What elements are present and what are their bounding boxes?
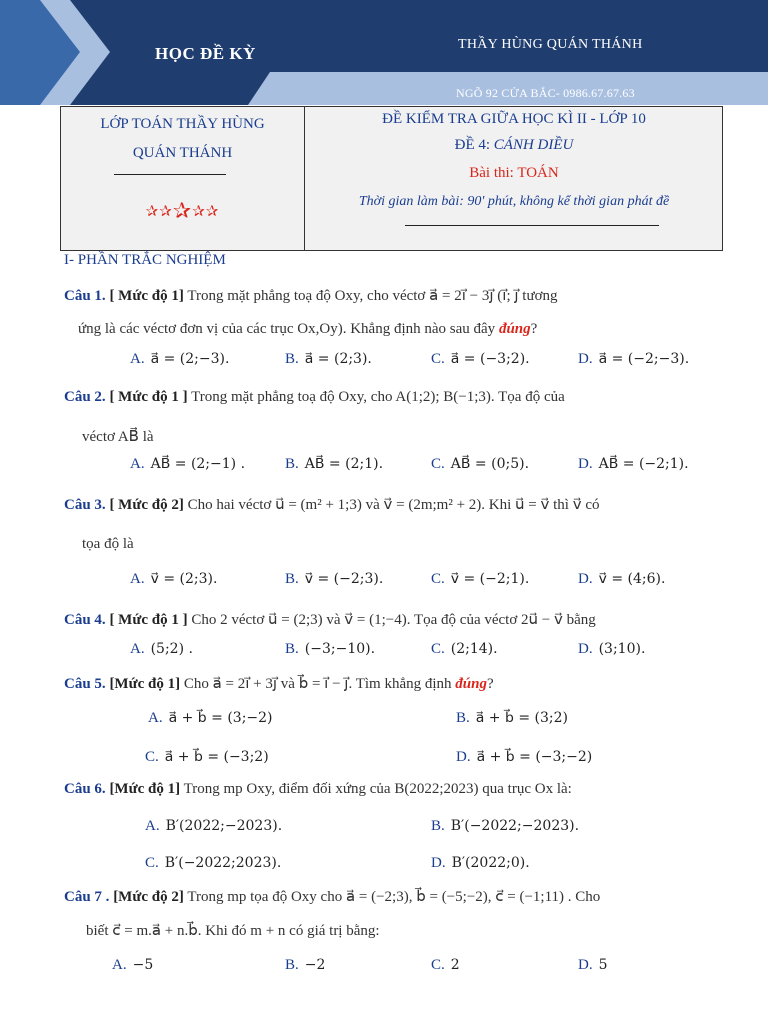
option-label: B. bbox=[285, 571, 299, 587]
answer-option-a[interactable] bbox=[130, 456, 245, 473]
school-name-line1: LỚP TOÁN THẦY HÙNG bbox=[100, 116, 265, 132]
question-text: Trong mp Oxy, điểm đối xứng của B(2022;2023) qua trục Ox là: bbox=[183, 781, 572, 797]
answer-option-d[interactable] bbox=[431, 855, 530, 872]
question-number: Câu 6. bbox=[64, 781, 106, 797]
question-text: Cho 2 véctơ u⃗ = (2;3) và v⃗ = (1;−4). Tọa độ của véctơ 2u⃗ − v⃗ bằng bbox=[191, 612, 596, 628]
exam-info-underline bbox=[405, 225, 659, 226]
option-value: (−3;−10). bbox=[304, 641, 376, 657]
answer-option-c[interactable] bbox=[431, 957, 460, 974]
option-label: A. bbox=[130, 571, 145, 587]
option-label: C. bbox=[431, 641, 445, 657]
option-value: AB⃗ = (2;1). bbox=[304, 456, 384, 472]
exam-title: ĐỀ KIỂM TRA GIỮA HỌC KÌ II - LỚP 10 bbox=[382, 111, 646, 127]
exam-code-prefix: ĐỀ 4: bbox=[454, 137, 494, 153]
question-4-line1 bbox=[64, 610, 596, 629]
option-value: B′(−2022;2023). bbox=[164, 855, 282, 871]
option-label: C. bbox=[145, 855, 159, 871]
school-name bbox=[61, 110, 304, 168]
question-number: Câu 3. bbox=[64, 497, 106, 513]
answer-option-d[interactable] bbox=[578, 456, 689, 473]
option-value: a⃗ + b⃗ = (−3;2) bbox=[164, 749, 269, 765]
difficulty-level: [ Mức độ 1 ] bbox=[109, 389, 188, 405]
answer-option-d[interactable] bbox=[578, 641, 645, 658]
question-text: ? bbox=[486, 676, 494, 692]
question-number: Câu 4. bbox=[64, 612, 106, 628]
header-banner bbox=[0, 0, 768, 105]
option-value: v⃗ = (−2;1). bbox=[450, 571, 530, 587]
question-5-line1 bbox=[64, 674, 494, 693]
option-value: AB⃗ = (−2;1). bbox=[598, 456, 689, 472]
answer-option-b[interactable] bbox=[285, 456, 383, 473]
option-label: D. bbox=[578, 456, 593, 472]
option-label: D. bbox=[431, 855, 446, 871]
answer-option-d[interactable] bbox=[578, 571, 665, 588]
difficulty-level: [Mức độ 1] bbox=[109, 676, 181, 692]
answer-option-b[interactable] bbox=[431, 818, 579, 835]
star-icon: ✰ bbox=[172, 199, 193, 224]
option-label: B. bbox=[285, 456, 299, 472]
question-7-line2 bbox=[86, 921, 380, 940]
answer-option-c[interactable] bbox=[431, 571, 529, 588]
exam-title-box bbox=[60, 106, 723, 251]
answer-option-b[interactable] bbox=[285, 957, 325, 974]
option-value: v⃗ = (2;3). bbox=[150, 571, 218, 587]
question-text: Trong mp tọa độ Oxy cho a⃗ = (−2;3), b⃗ = (−5;−2), c⃗ = (−1;11) . Cho bbox=[187, 889, 601, 905]
question-6-line1 bbox=[64, 781, 572, 798]
answer-option-a[interactable] bbox=[130, 641, 193, 658]
answer-option-c[interactable] bbox=[145, 749, 269, 766]
question-text: ứng là các véctơ đơn vị của các trục Ox,Oy). Khẳng định nào sau đây bbox=[78, 321, 499, 337]
star-icon-group: ✰✰ bbox=[145, 202, 173, 220]
option-value: AB⃗ = (0;5). bbox=[450, 456, 530, 472]
option-label: B. bbox=[285, 351, 299, 367]
answer-option-c[interactable] bbox=[431, 641, 498, 658]
question-text: biết c⃗ = m.a⃗ + n.b⃗. Khi đó m + n có giá trị bằng: bbox=[86, 923, 380, 939]
option-value: a⃗ = (2;3). bbox=[304, 351, 372, 367]
option-value: a⃗ + b⃗ = (3;−2) bbox=[168, 710, 273, 726]
option-value: (3;10). bbox=[598, 641, 646, 657]
question-1-line1 bbox=[64, 286, 558, 305]
difficulty-level: [Mức độ 2] bbox=[113, 889, 184, 905]
option-value: B′(2022;−2023). bbox=[165, 818, 283, 834]
exam-code-name: CÁNH DIỀU bbox=[493, 137, 574, 153]
answer-option-a[interactable] bbox=[112, 957, 153, 974]
option-label: A. bbox=[148, 710, 163, 726]
star-icon-group: ✰✰ bbox=[192, 202, 220, 220]
emphasis-word: đúng bbox=[455, 676, 487, 692]
option-value: a⃗ = (−3;2). bbox=[450, 351, 530, 367]
option-value: (2;14). bbox=[450, 641, 498, 657]
answer-option-b[interactable] bbox=[285, 571, 383, 588]
answer-option-c[interactable] bbox=[431, 351, 530, 368]
option-label: A. bbox=[145, 818, 160, 834]
option-label: A. bbox=[112, 957, 127, 973]
option-label: B. bbox=[431, 818, 445, 834]
answer-option-d[interactable] bbox=[578, 351, 689, 368]
question-text: Trong mặt phẳng toạ độ Oxy, cho véctơ a⃗ = 2i⃗ − 3j⃗ (i⃗; j⃗ tương bbox=[187, 288, 558, 304]
option-value: (5;2) . bbox=[150, 641, 193, 657]
answer-option-d[interactable] bbox=[578, 957, 608, 974]
option-value: v⃗ = (−2;3). bbox=[304, 571, 384, 587]
option-label: C. bbox=[431, 957, 445, 973]
question-number: Câu 2. bbox=[64, 389, 106, 405]
option-value: a⃗ + b⃗ = (3;2) bbox=[475, 710, 568, 726]
difficulty-level: [Mức độ 1] bbox=[109, 781, 181, 797]
exam-code bbox=[305, 137, 723, 154]
option-label: C. bbox=[431, 351, 445, 367]
emphasis-word: đúng bbox=[498, 321, 531, 337]
option-label: D. bbox=[578, 957, 593, 973]
option-label: B. bbox=[285, 957, 299, 973]
question-text: véctơ AB⃗ là bbox=[82, 429, 154, 445]
option-label: A. bbox=[130, 641, 145, 657]
difficulty-level: [ Mức độ 1] bbox=[109, 288, 184, 304]
answer-option-b[interactable] bbox=[285, 641, 375, 658]
option-value: −2 bbox=[304, 957, 326, 973]
option-value: a⃗ = (−2;−3). bbox=[598, 351, 690, 367]
question-text: ? bbox=[530, 321, 538, 337]
exam-info-cell bbox=[305, 107, 723, 250]
brand-title: HỌC ĐỀ KỲ bbox=[155, 44, 256, 63]
answer-option-b[interactable] bbox=[285, 351, 372, 368]
option-value: a⃗ = (2;−3). bbox=[150, 351, 230, 367]
difficulty-level: [ Mức độ 1 ] bbox=[109, 612, 188, 628]
answer-option-a[interactable] bbox=[130, 571, 217, 588]
option-label: A. bbox=[130, 456, 145, 472]
section-title: I- PHẦN TRẮC NGHIỆM bbox=[64, 252, 226, 268]
question-text: Trong mặt phẳng toạ độ Oxy, cho A(1;2); B(−1;3). Tọa độ của bbox=[191, 389, 565, 405]
question-number: Câu 7 . bbox=[64, 889, 110, 905]
question-3-line1 bbox=[64, 495, 600, 514]
exam-subject bbox=[305, 165, 723, 182]
question-text: Cho a⃗ = 2i⃗ + 3j⃗ và b⃗ = i⃗ − j⃗. Tìm khẳng định bbox=[183, 676, 456, 692]
option-label: D. bbox=[578, 351, 593, 367]
option-value: v⃗ = (4;6). bbox=[598, 571, 666, 587]
option-value: AB⃗ = (2;−1) . bbox=[150, 456, 246, 472]
option-label: C. bbox=[431, 571, 445, 587]
option-label: A. bbox=[130, 351, 145, 367]
question-number: Câu 1. bbox=[64, 288, 106, 304]
option-label: C. bbox=[431, 456, 445, 472]
answer-option-d[interactable] bbox=[456, 749, 592, 766]
question-number: Câu 5. bbox=[64, 676, 106, 692]
option-value: 5 bbox=[598, 957, 608, 973]
exam-duration: Thời gian làm bài: 90' phút, không kể thời gian phát đề bbox=[358, 194, 670, 209]
school-name-line2: QUÁN THÁNH bbox=[132, 145, 233, 161]
question-2-line1 bbox=[64, 389, 565, 406]
question-2-line2 bbox=[82, 427, 154, 446]
stars-ornament bbox=[61, 199, 304, 224]
option-value: B′(−2022;−2023). bbox=[450, 818, 580, 834]
question-3-line2 bbox=[82, 536, 134, 553]
answer-option-c[interactable] bbox=[145, 855, 281, 872]
answer-option-b[interactable] bbox=[456, 710, 568, 727]
teacher-name: THẦY HÙNG QUÁN THÁNH bbox=[458, 37, 643, 52]
difficulty-level: [ Mức độ 2] bbox=[109, 497, 184, 513]
school-cell bbox=[61, 107, 304, 250]
answer-option-a[interactable] bbox=[130, 351, 229, 368]
option-label: C. bbox=[145, 749, 159, 765]
question-text: Cho hai véctơ u⃗ = (m² + 1;3) và v⃗ = (2m;m² + 2). Khi u⃗ = v⃗ thì v⃗ có bbox=[187, 497, 600, 513]
question-1-line2 bbox=[78, 321, 537, 338]
option-label: B. bbox=[456, 710, 470, 726]
banner-graphic bbox=[0, 0, 768, 105]
option-label: D. bbox=[456, 749, 471, 765]
subject-prefix: Bài thi: bbox=[469, 165, 518, 181]
option-value: −5 bbox=[132, 957, 154, 973]
option-value: 2 bbox=[450, 957, 460, 973]
school-underline bbox=[114, 174, 226, 175]
option-value: a⃗ + b⃗ = (−3;−2) bbox=[476, 749, 593, 765]
address-phone: NGÕ 92 CỬA BẮC- 0986.67.67.63 bbox=[456, 86, 635, 100]
question-text: tọa độ là bbox=[82, 536, 134, 552]
option-value: B′(2022;0). bbox=[451, 855, 530, 871]
option-label: D. bbox=[578, 571, 593, 587]
option-label: D. bbox=[578, 641, 593, 657]
question-7-line1 bbox=[64, 887, 600, 906]
answer-option-a[interactable] bbox=[148, 710, 273, 727]
option-label: B. bbox=[285, 641, 299, 657]
answer-option-a[interactable] bbox=[145, 818, 282, 835]
subject-name: TOÁN bbox=[517, 165, 559, 181]
answer-option-c[interactable] bbox=[431, 456, 529, 473]
